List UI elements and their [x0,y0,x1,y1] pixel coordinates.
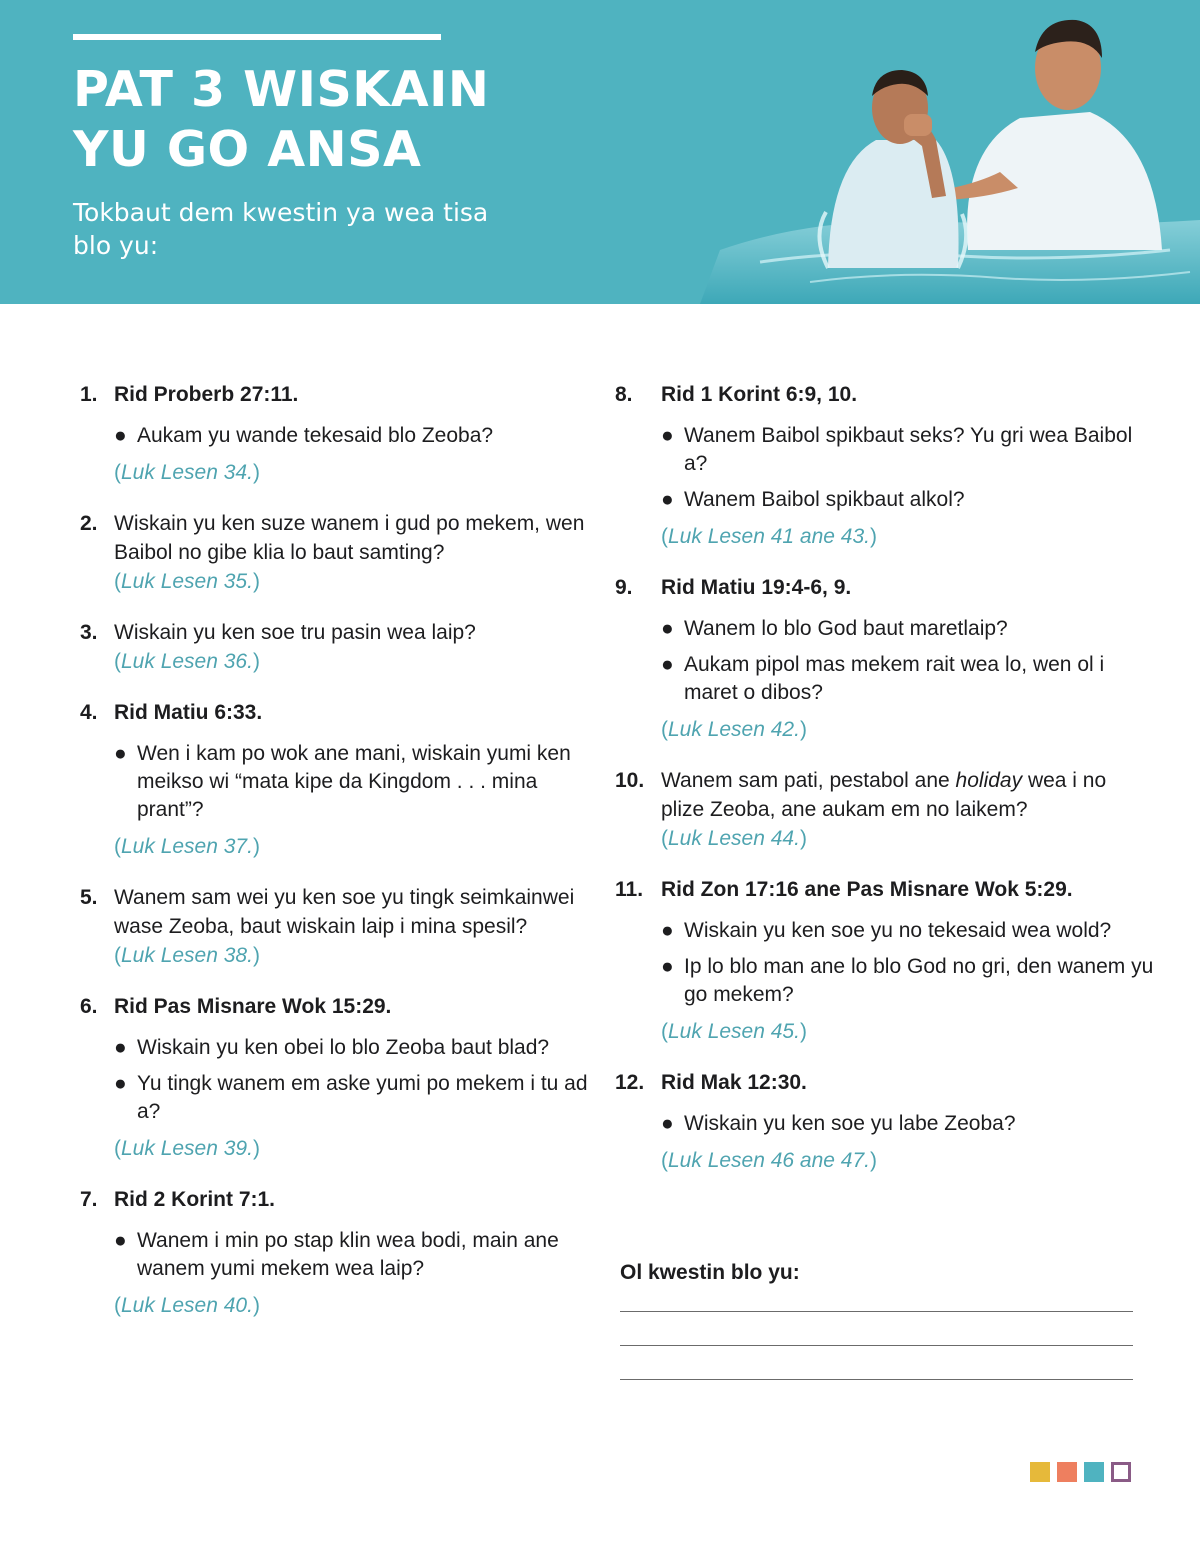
question-text: Wanem sam wei yu ken soe yu tingk seimkainwei wase Zeoba, baut wiskain laip i mina spesil? [114,886,575,938]
write-line-1 [620,1311,1133,1312]
bullet-text: Wanem Baibol spikbaut alkol? [684,488,965,511]
question-item [80,1185,600,1320]
paren-open: ( [661,1020,668,1043]
bullet-dot: ● [114,1036,127,1059]
teal-square [1084,1462,1104,1482]
bullet-dot: ● [661,955,674,978]
question-item [80,509,600,596]
question-text: Rid 1 Korint 6:9, 10. [661,383,858,406]
bullet-text: Wiskain yu ken soe yu labe Zeoba? [684,1112,1016,1135]
bullet-list [615,422,1155,514]
question-item [80,992,600,1163]
bullet-dot: ● [661,617,674,640]
lesson-reference [80,647,600,676]
paren-open: ( [661,525,668,548]
own-questions-title: Ol kwestin blo yu: [620,1261,800,1284]
paren-close: ) [799,827,807,850]
paren-close: ) [252,944,260,967]
lesson-reference-text: Luk Lesen 42. [668,718,800,741]
bullet-item [661,422,1155,478]
paren-open: ( [114,1294,121,1317]
questions-right-column [615,380,1155,1175]
paren-open: ( [114,461,121,484]
bullet-dot: ● [661,488,674,511]
paren-close: ) [252,1294,260,1317]
lesson-reference-text: Luk Lesen 36. [121,650,253,673]
lesson-reference [615,715,1155,744]
question-item [615,573,1155,744]
bullet-text: Wanem Baibol spikbaut seks? Yu gri wea Baibol a? [684,424,1133,475]
question-item [615,380,1155,551]
question-item [615,1068,1155,1175]
question-item [80,883,600,970]
banner-rule [73,34,441,40]
lesson-reference-text: Luk Lesen 37. [121,835,253,858]
question-text-part: Wanem sam pati, pestabol ane [661,769,956,792]
questions-left-column [80,380,600,1320]
question-text: Rid 2 Korint 7:1. [114,1188,276,1211]
paren-open: ( [114,944,121,967]
bullet-item [661,486,1155,514]
question-item [80,380,600,487]
question-number: 6. [80,995,98,1018]
question-text: Wiskain yu ken soe tru pasin wea laip? [114,621,476,644]
bullet-text: Aukam pipol mas mekem rait wea lo, wen ol i maret o dibos? [684,653,1105,704]
question-text: Wiskain yu ken suze wanem i gud po mekem, wen Baibol no gibe klia lo baut samting? [114,512,585,564]
question-text: Rid Zon 17:16 ane Pas Misnare Wok 5:29. [661,878,1073,901]
lesson-reference-text: Luk Lesen 44. [668,827,800,850]
bullet-list [615,615,1155,707]
question-number: 1. [80,383,98,406]
question-text: Rid Matiu 19:4-6, 9. [661,576,852,599]
lesson-reference [80,567,600,596]
lesson-reference-text: Luk Lesen 38. [121,944,253,967]
page-subtitle: Tokbaut dem kwestin ya wea tisa blo yu: [73,198,489,260]
bullet-list [615,917,1155,1009]
question-text: Rid Matiu 6:33. [114,701,263,724]
bullet-list [80,422,600,450]
bullet-item [114,740,600,824]
lesson-reference-text: Luk Lesen 45. [668,1020,800,1043]
bullet-text: Wiskain yu ken obei lo blo Zeoba baut blad? [137,1036,550,1059]
bullet-dot: ● [661,424,674,447]
question-text: Rid Proberb 27:11. [114,383,299,406]
lesson-reference [80,941,600,970]
lesson-reference-text: Luk Lesen 35. [121,570,253,593]
paren-close: ) [252,1137,260,1160]
lesson-reference [615,1146,1155,1175]
lesson-reference-text: Luk Lesen 34. [121,461,253,484]
bullet-text: Aukam yu wande tekesaid blo Zeoba? [137,424,494,447]
write-line-3 [620,1379,1133,1380]
paren-open: ( [661,1149,668,1172]
header-banner [0,0,1200,304]
bullet-list [80,1227,600,1283]
bullet-dot: ● [114,1072,127,1095]
bullet-item [114,422,600,450]
lesson-reference-text: Luk Lesen 39. [121,1137,253,1160]
paren-open: ( [661,718,668,741]
orange-square [1057,1462,1077,1482]
lesson-reference [80,1134,600,1163]
purple-outline-square [1111,1462,1131,1482]
paren-close: ) [252,570,260,593]
lesson-reference [80,832,600,861]
lesson-reference-text: Luk Lesen 40. [121,1294,253,1317]
bullet-item [661,953,1155,1009]
bullet-item [661,1110,1155,1138]
paren-close: ) [252,650,260,673]
question-text-part: wea i no plize Zeoba, ane aukam em no laikem? [661,769,1107,821]
bullet-dot: ● [661,1112,674,1135]
paren-close: ) [252,461,260,484]
bullet-text: Yu tingk wanem em aske yumi po mekem i tu ad a? [137,1072,588,1123]
bullet-text: Wanem lo blo God baut maretlaip? [684,617,1008,640]
bullet-text: Wiskain yu ken soe yu no tekesaid wea wold? [684,919,1112,942]
bullet-dot: ● [114,424,127,447]
page-title [73,60,673,180]
paren-close: ) [252,835,260,858]
paren-close: ) [870,1149,878,1172]
bullet-list [80,740,600,824]
question-number: 11. [615,878,644,901]
paren-open: ( [114,835,121,858]
paren-open: ( [114,570,121,593]
paren-open: ( [661,827,668,850]
question-number: 5. [80,886,98,909]
bullet-item [661,651,1155,707]
bullet-dot: ● [114,1229,127,1252]
question-number: 9. [615,576,633,599]
bullet-item [661,615,1155,643]
question-item [80,618,600,676]
paren-close: ) [799,1020,807,1043]
write-line-2 [620,1345,1133,1346]
question-item [615,875,1155,1046]
lesson-reference [80,1291,600,1320]
bullet-text: Wanem i min po stap klin wea bodi, main ane wanem yumi mekem wea laip? [137,1229,559,1280]
bullet-list [80,1034,600,1126]
question-number: 12. [615,1071,645,1094]
lesson-reference [80,458,600,487]
lesson-reference-text: Luk Lesen 41 ane 43. [668,525,871,548]
question-number: 2. [80,512,98,535]
bullet-dot: ● [114,742,127,765]
lesson-reference-text: Luk Lesen 46 ane 47. [668,1149,871,1172]
yellow-square [1030,1462,1050,1482]
lesson-reference [615,1017,1155,1046]
bullet-text: Ip lo blo man ane lo blo God no gri, den wanem yu go mekem? [684,955,1154,1006]
bullet-dot: ● [661,653,674,676]
page-title-line-1: PAT 3 WISKAIN [73,61,490,118]
baptism-illustration [700,0,1200,304]
paren-open: ( [114,1137,121,1160]
lesson-reference [615,824,1155,853]
bullet-text: Wen i kam po wok ane mani, wiskain yumi ken meikso wi “mata kipe da Kingdom . . . mina prant”? [137,742,571,821]
question-number: 7. [80,1188,98,1211]
question-item [615,766,1155,853]
page-title-line-2: YU GO ANSA [73,121,422,178]
bullet-dot: ● [661,919,674,942]
question-text: Rid Pas Misnare Wok 15:29. [114,995,392,1018]
paren-close: ) [870,525,878,548]
bullet-list [615,1110,1155,1138]
question-item [80,698,600,861]
bullet-item [661,917,1155,945]
paren-close: ) [799,718,807,741]
question-text-emphasis: holiday [955,769,1023,792]
question-number: 8. [615,383,633,406]
bullet-item [114,1070,600,1126]
question-number: 3. [80,621,98,644]
bullet-item [114,1034,600,1062]
question-number: 10. [615,769,645,792]
question-number: 4. [80,701,98,724]
question-text [615,766,1155,824]
bullet-item [114,1227,600,1283]
question-text: Rid Mak 12:30. [661,1071,807,1094]
paren-open: ( [114,650,121,673]
lesson-reference [615,522,1155,551]
